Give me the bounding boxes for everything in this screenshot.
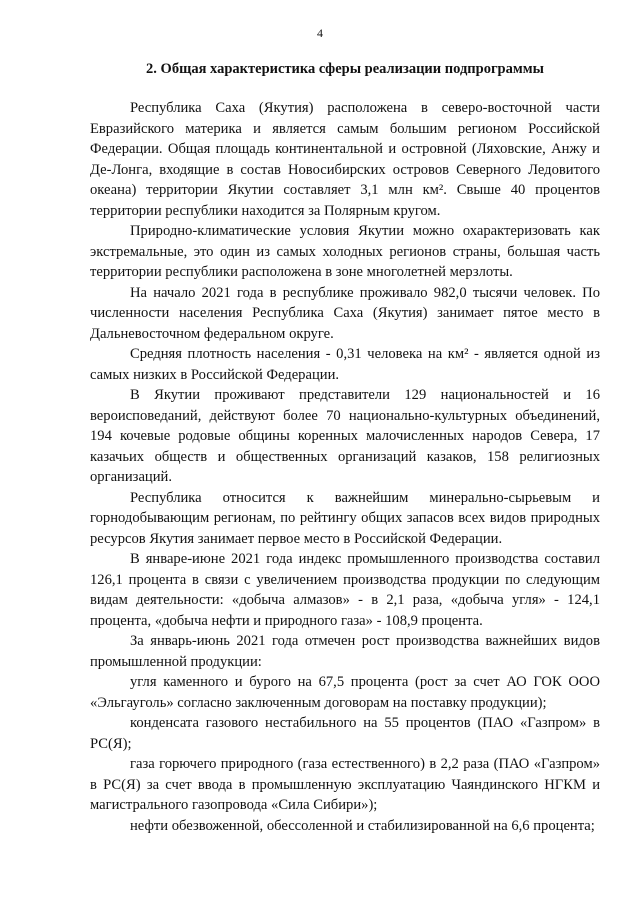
body-text [90, 98, 600, 836]
paragraph: газа горючего природного (газа естественного) в 2,2 раза (ПАО «Газпром» в РС(Я) за счет ввода в промышленную эксплуатацию Чаяндинского НГКМ и магистрального газопровода «Сила Сибири»); [90, 756, 600, 813]
section-heading: 2. Общая характеристика сферы реализации подпрограммы [146, 61, 544, 77]
paragraph: Средняя плотность населения - 0,31 человека на км² - является одной из самых низких в Российской Федерации. [90, 346, 600, 383]
paragraph: конденсата газового нестабильного на 55 процентов (ПАО «Газпром» в РС(Я); [90, 715, 600, 752]
paragraph: В январе-июне 2021 года индекс промышленного производства составил 126,1 процента в связи с увеличением производства продукции по следующим видам деятельности: «добыча алмазов» - в 2,1 раза, «добыча угля» - 124,1 процента, «добыча нефти и природного газа» - 108,9 процента. [90, 551, 600, 629]
paragraph: Республика относится к важнейшим минерально-сырьевым и горнодобывающим регионам, по рейтингу общих запасов всех видов природных ресурсов Якутия занимает первое место в Российской Федерации. [90, 489, 600, 547]
paragraph: угля каменного и бурого на 67,5 процента (рост за счет АО ГОК ООО «Эльгауголь» согласно заключенным договорам на поставку продукции); [90, 674, 600, 711]
paragraph: Природно-климатические условия Якутии можно охарактеризовать как экстремальные, это один из самых холодных регионов страны, большая часть территории республики расположена в зоне многолетней мерзлоты. [90, 223, 600, 280]
paragraph: нефти обезвоженной, обессоленной и стабилизированной на 6,6 процента; [130, 817, 595, 834]
paragraph: За январь-июнь 2021 года отмечен рост производства важнейших видов промышленной продукции: [90, 633, 600, 670]
page-number: 4 [317, 26, 323, 40]
paragraph: В Якутии проживают представители 129 национальностей и 16 вероисповеданий, действуют более 70 национально-культурных объединений, 194 кочевые родовые общины коренных малочисленных народов Севера, 17 казачьих обществ и общественных организаций казаков, 158 религиозных организаций. [90, 387, 600, 485]
paragraph: На начало 2021 года в республике проживало 982,0 тысячи человек. По численности населения Республика Саха (Якутия) занимает пятое место в Дальневосточном федеральном округе. [90, 284, 600, 342]
paragraph: Республика Саха (Якутия) расположена в северо-восточной части Евразийского материка и является самым большим регионом Российской Федерации. Общая площадь континентальной и островной (Ляховские, Анжу и Де-Лонга, входящие в состав Новосибирских островов Северного Ледовитого океана) территории Якутии составляет 3,1 млн км². Свыше 40 процентов территории республики находится за Полярным кругом. [90, 100, 600, 219]
